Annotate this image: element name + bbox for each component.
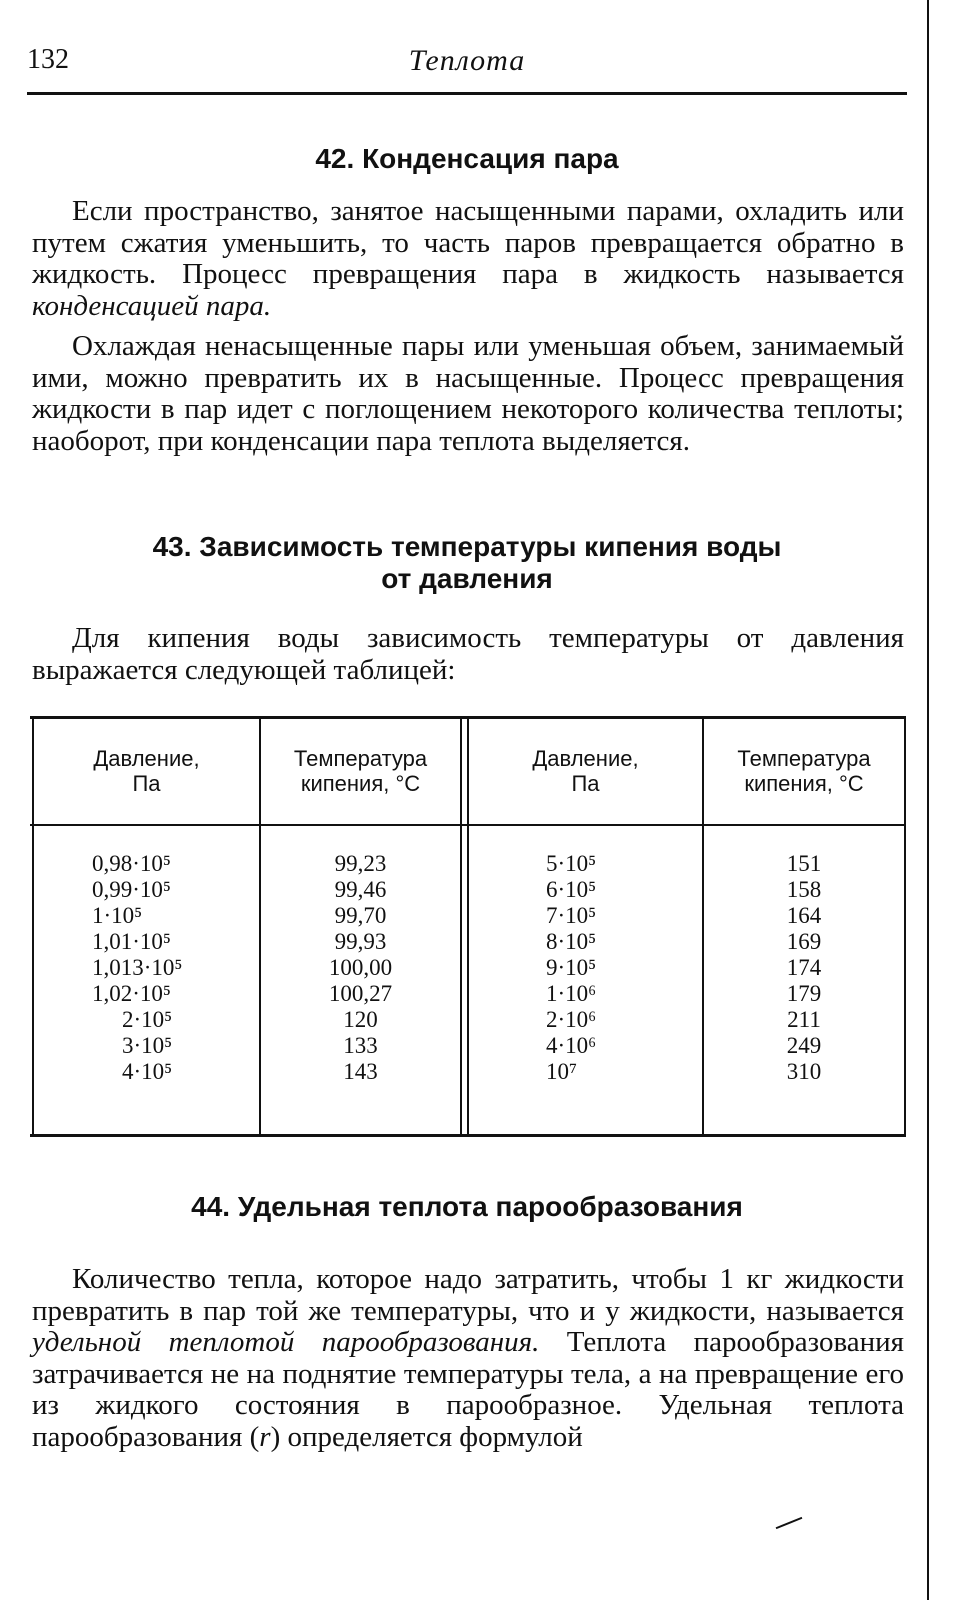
table-cell: 99,93 — [334, 929, 387, 954]
table-cell: 143 — [343, 1059, 378, 1084]
table-cell: 9·10⁵ — [546, 955, 597, 980]
variable-r: r — [259, 1420, 271, 1453]
section-44-p1-text-c: ) определяется формулой — [270, 1420, 583, 1453]
section-43-title-line1: 43. Зависимость температуры кипения воды — [152, 531, 782, 562]
table-cell: 4·10⁵ — [122, 1059, 173, 1084]
section-42-p1-text: Если пространство, занятое насыщенными парами, охладить или путем сжатия уменьшить, то часть паров превращается обратно в жидкость. Процесс превращения пара в жидкость называется — [32, 195, 904, 290]
column-temperature-left — [261, 851, 460, 1085]
table-cell: 6·10⁵ — [546, 877, 597, 902]
table-cell: 1·10⁶ — [546, 981, 597, 1006]
header-line: Температура — [293, 746, 428, 771]
header-temperature-right — [704, 746, 904, 796]
header-line: Давление, — [93, 746, 200, 771]
section-44-paragraph-1 — [32, 1264, 904, 1453]
table-cell: 1,013·10⁵ — [92, 955, 183, 980]
table-cell: 164 — [786, 903, 822, 928]
header-line: Давление, — [532, 746, 639, 771]
header-rule — [27, 92, 907, 95]
header-line: Па — [571, 771, 600, 796]
table-cell: 1,01·10⁵ — [92, 929, 171, 954]
page-number: 132 — [27, 44, 69, 75]
section-43-title-line2: от давления — [381, 563, 553, 594]
table-cell: 0,98·10⁵ — [92, 851, 171, 876]
table-cell: 99,46 — [334, 877, 387, 902]
table-cell: 8·10⁵ — [546, 929, 597, 954]
table-cell: 100,00 — [328, 955, 393, 980]
header-pressure-left — [34, 746, 259, 796]
table-cell: 100,27 — [328, 981, 393, 1006]
header-line: Температура — [737, 746, 871, 771]
table-cell: 3·10⁵ — [122, 1033, 173, 1058]
table-cell: 99,23 — [334, 851, 387, 876]
table-cell: 179 — [786, 981, 822, 1006]
header-pressure-right — [469, 746, 702, 796]
table-cell: 1,02·10⁵ — [92, 981, 171, 1006]
term-condensation: конденсацией пара. — [32, 289, 272, 322]
page-edge-line — [927, 0, 929, 1600]
table-cell: 158 — [786, 877, 822, 902]
section-44-p1-text-b: Теплота парообразования затрачивается не на поднятие температуры тела, а на превращение его из жидкого состояния в парообразное. Удельная теплота парообразования ( — [32, 1326, 905, 1453]
table-cell: 310 — [786, 1059, 822, 1084]
header-temperature-left — [261, 746, 460, 796]
table-cell: 10⁷ — [546, 1059, 578, 1084]
header-line: кипения, °C — [744, 771, 864, 796]
section-42-paragraph-2: Охлаждая ненасыщенные пары или уменьшая объем, занимаемый ими, можно превратить их в насыщенные. Процесс превращения жидкости в пар идет с поглощением некоторого количества теплоты; наоборот, при конденсации пара теплота выделяется. — [32, 330, 904, 457]
table-cell: 5·10⁵ — [546, 851, 597, 876]
section-42-paragraph-1 — [32, 196, 904, 322]
table-cell: 151 — [786, 851, 822, 876]
table-cell: 2·10⁶ — [546, 1007, 597, 1032]
section-43-intro: Для кипения воды зависимость температуры от давления выражается следующей таблицей: — [32, 622, 904, 686]
table-cell: 169 — [786, 929, 822, 954]
column-pressure-left — [92, 851, 252, 1085]
header-line: Па — [132, 771, 161, 796]
table-cell: 133 — [343, 1033, 378, 1058]
table-cell: 0,99·10⁵ — [92, 877, 171, 902]
table-cell: 1·10⁵ — [92, 903, 143, 928]
section-44-title: 44. Удельная теплота парообразования — [191, 1191, 743, 1222]
section-42-title: 42. Конденсация пара — [315, 143, 619, 174]
page-header — [27, 44, 907, 84]
table-double-divider-a — [460, 719, 462, 1134]
section-44-p1-text-a: Количество тепла, которое надо затратить, чтобы 1 кг жидкости превратить в пар той же температуры, что и у жидкости, называется — [32, 1263, 904, 1327]
table-cell: 4·10⁶ — [546, 1033, 597, 1058]
table-cell: 99,70 — [334, 903, 387, 928]
boiling-point-table — [30, 716, 906, 1138]
column-temperature-right — [704, 851, 904, 1085]
column-pressure-right — [546, 851, 696, 1085]
term-specific-heat-of-vaporization: удельной теплотой парообразования. — [32, 1326, 540, 1358]
table-cell: 120 — [343, 1007, 378, 1032]
table-cell: 174 — [786, 955, 822, 980]
table-cell: 249 — [786, 1033, 822, 1058]
header-line: кипения, °C — [300, 771, 421, 796]
table-cell: 211 — [787, 1007, 821, 1032]
table-right-border — [904, 719, 906, 1134]
print-mark — [776, 1517, 803, 1529]
table-cell: 2·10⁵ — [122, 1007, 173, 1032]
table-cell: 7·10⁵ — [546, 903, 597, 928]
running-title: Теплота — [408, 44, 526, 77]
table-bottom-rule — [30, 1134, 906, 1137]
